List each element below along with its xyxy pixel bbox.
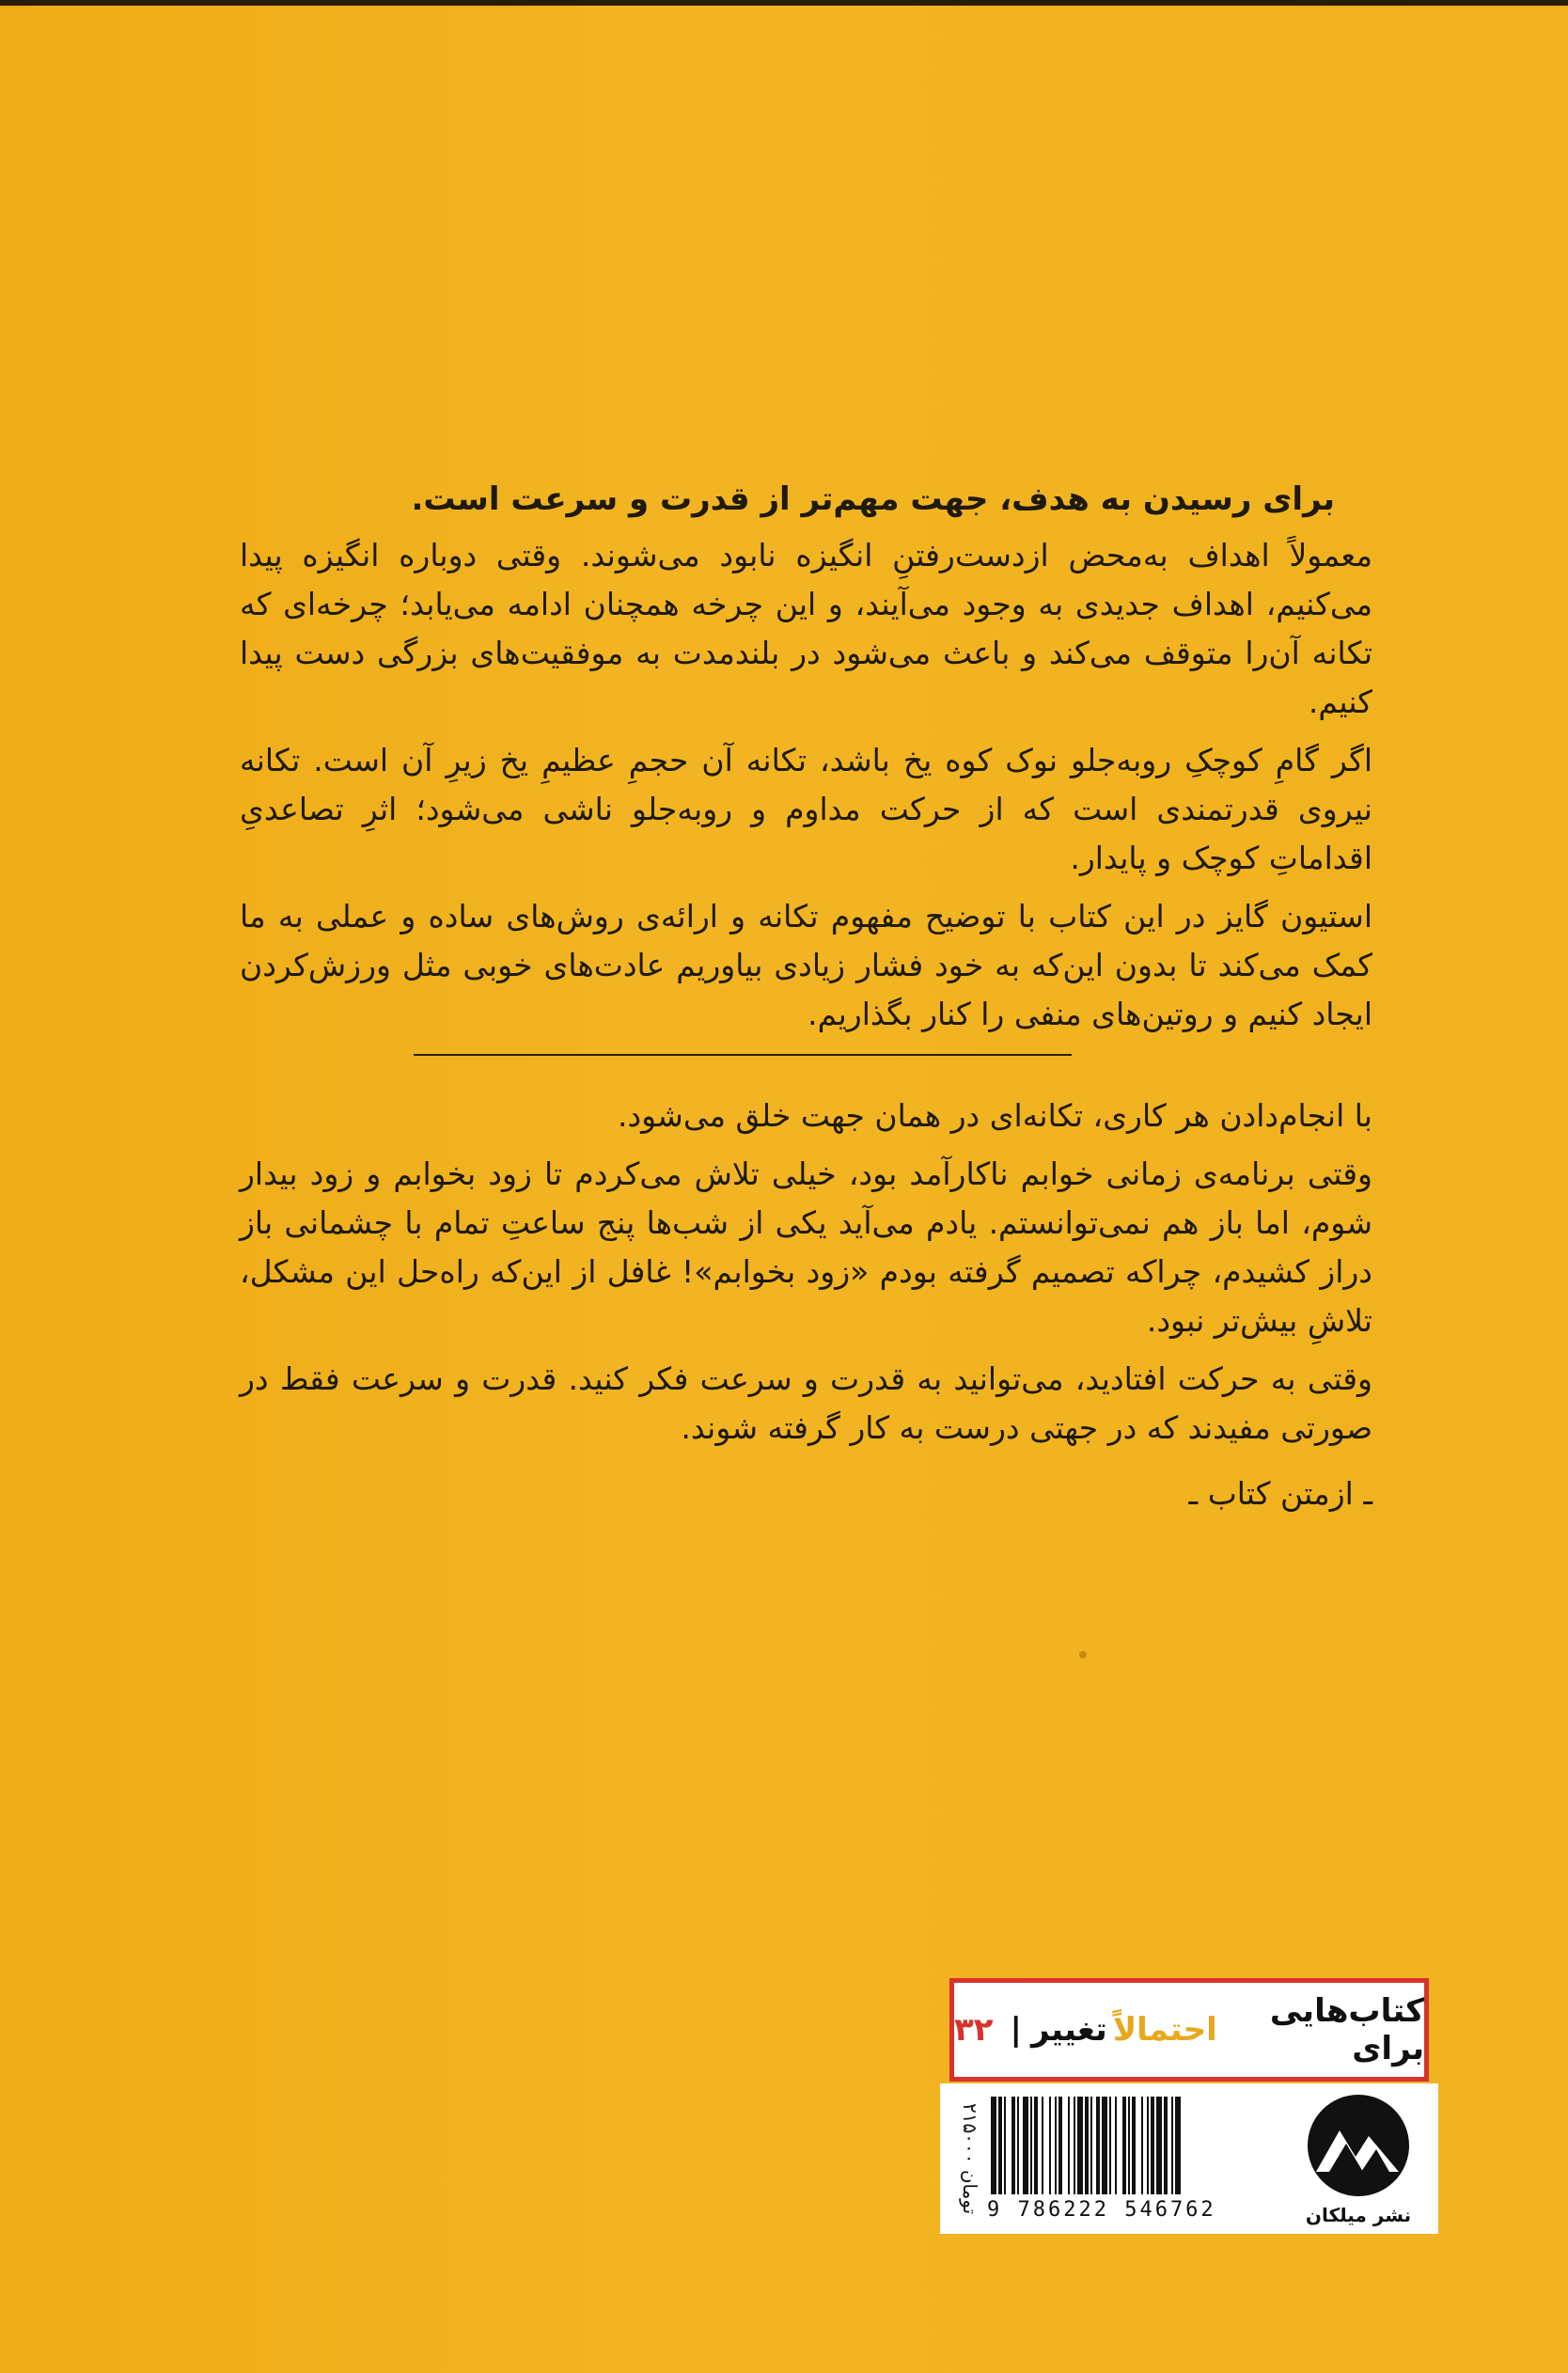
paragraph-3: استیون گایز در این کتاب با توضیح مفهوم تکانه و ارائه‌ی روش‌های ساده و عملی به ما کمک می‌کند تا بدون این‌که به خود فشار زیادی بیاوریم عادت‌های خوبی مثل ورزش‌کردن ایجاد کنیم و روتین‌های منفی را کنار بگذاریم. (240, 898, 1372, 1032)
isbn-number: 9 786222 546762 (987, 2198, 1216, 2222)
barcode-icon (991, 2097, 1273, 2194)
barcode-stripe (1181, 2097, 1183, 2194)
blurb-text (240, 475, 1372, 1518)
headline: برای رسیدن به هدف، جهت مهم‌تر از قدرت و سرعت است. (411, 480, 1335, 518)
print-speck (1079, 1651, 1087, 1658)
quote-paragraph-2: وقتی برنامه‌ی زمانی خوابم ناکارآمد بود، خیلی تلاش می‌کردم تا زود بخوابم و زود بیدار شوم، اما باز هم نمی‌توانستم. یادم می‌آید یکی از شب‌ها پنج ساعتِ تمام با چشمانی باز دراز کشیدم، چراکه تصمیم گرفته بودم «زود بخوابم»! غافل از این‌که راه‌حل این مشکل، تلاشِ بیش‌تر نبود. (240, 1155, 1372, 1339)
series-label (949, 1978, 1429, 2082)
paragraph-1: معمولاً اهداف به‌محض ازدست‌رفتنِ انگیزه نابود می‌شوند. وقتی دوباره انگیزه پیدا می‌کنیم، اهداف جدیدی به وجود می‌آیند، و این چرخه همچنان ادامه می‌یابد؛ چرخه‌ای که تکانه آن‌را متوقف می‌کند و باعث می‌شود در بلندمدت به موفقیت‌های بزرگی دست پیدا کنیم. (240, 537, 1372, 720)
series-suffix: تغییر (1030, 2011, 1107, 2049)
publisher-logo (1288, 2091, 1429, 2226)
quote-paragraph-3: وقتی به حرکت افتادید، می‌توانید به قدرت و سرعت فکر کنید. قدرت و سرعت فقط در صورتی مفیدند که در جهتی درست به کار گرفته شوند. (240, 1360, 1372, 1446)
attribution: ـ ازمتن کتاب ـ (1188, 1475, 1372, 1512)
series-separator: | (1010, 2011, 1022, 2049)
series-prefix: کتاب‌هایی برای (1269, 1992, 1424, 2067)
series-accent: احتمالاً (1112, 2011, 1217, 2049)
series-number: ۳۲ (954, 2011, 994, 2049)
paragraph-2: اگر گامِ کوچکِ روبه‌جلو نوک کوه یخ باشد، تکانه آن حجمِ عظیمِ یخ زیرِ آن است. تکانه نیروی قدرتمندی است که از حرکت مداوم و روبه‌جلو ناشی می‌شود؛ اثرِ تصاعدیِ اقداماتِ کوچک و پایدار. (240, 742, 1372, 876)
divider-line (414, 1054, 1072, 1056)
publisher-name: نشر میلکان (1305, 2204, 1412, 2226)
cover-top-edge (0, 0, 1568, 6)
barcode-panel (940, 2083, 1438, 2234)
price-label: ۲۱۵۰۰۰ تومان (959, 2102, 981, 2215)
mountains-circle-icon (1288, 2091, 1429, 2202)
quote-paragraph-1: با انجام‌دادن هر کاری، تکانه‌ای در همان جهت خلق می‌شود. (617, 1097, 1372, 1134)
